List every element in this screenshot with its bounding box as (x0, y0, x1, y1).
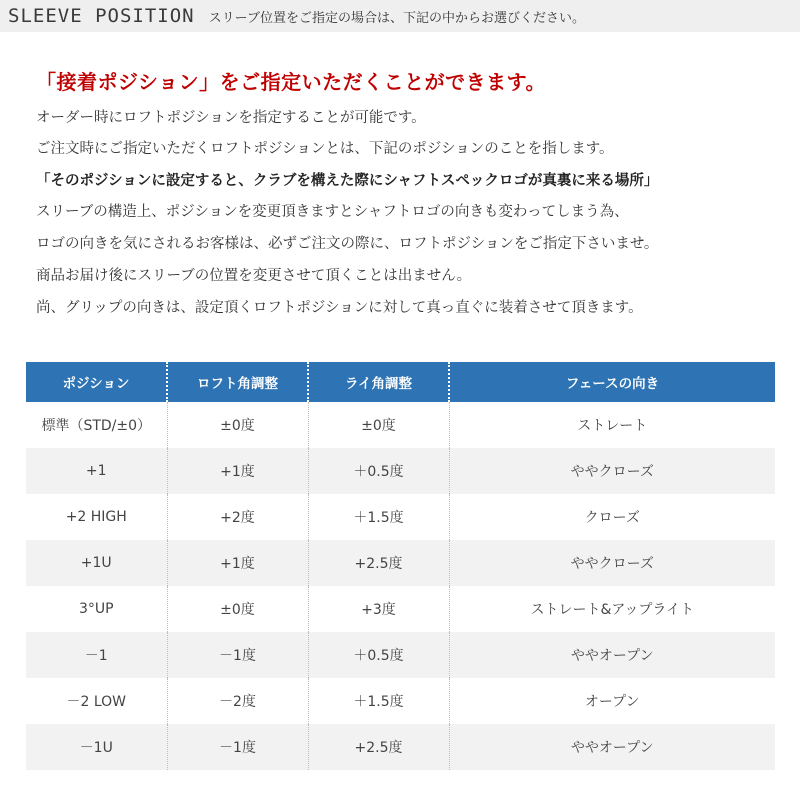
section-subtitle: スリーブ位置をご指定の場合は、下記の中からお選びください。 (208, 10, 585, 26)
header-loft: ロフト角調整 (167, 362, 308, 402)
header-position: ポジション (26, 362, 167, 402)
cell-lie: ±0度 (308, 402, 449, 448)
intro-line: 尚、グリップの向きは、設定頂くロフトポジションに対して真っ直ぐに装着させて頂きます。 (36, 300, 643, 316)
intro-line-emphasis: 「そのポジションに設定すると、クラブを構えた際にシャフトスペックロゴが真裏に来る場所」 (36, 173, 659, 189)
cell-lie: +2.5度 (308, 540, 449, 586)
table-row (26, 678, 775, 724)
table-row (26, 724, 775, 770)
header-face: フェースの向き (449, 362, 775, 402)
top-bar (0, 0, 800, 32)
cell-lie: ＋1.5度 (308, 678, 449, 724)
cell-loft: +2度 (167, 494, 308, 540)
header-lie: ライ角調整 (308, 362, 449, 402)
cell-face: ストレート (449, 402, 775, 448)
cell-loft: ±0度 (167, 586, 308, 632)
cell-face: ややオープン (449, 632, 775, 678)
cell-position: －1U (26, 724, 167, 770)
cell-position: －1 (26, 632, 167, 678)
cell-loft: +1度 (167, 448, 308, 494)
cell-position: +2 HIGH (65, 509, 127, 525)
cell-loft: －1度 (167, 724, 308, 770)
cell-lie: ＋0.5度 (308, 632, 449, 678)
cell-position: +1 (26, 448, 167, 494)
position-table (26, 362, 775, 770)
cell-position: +1U (26, 540, 167, 586)
table-row (26, 540, 775, 586)
intro-line: スリーブの構造上、ポジションを変更頂きますとシャフトロゴの向きも変わってしまう為、 (36, 204, 629, 220)
headline: 「接着ポジション」をご指定いただくことができます。 (36, 70, 546, 94)
cell-face: ややクローズ (449, 448, 775, 494)
cell-loft: －2度 (167, 678, 308, 724)
cell-face: ややオープン (449, 724, 775, 770)
cell-loft: ±0度 (167, 402, 308, 448)
table-row (26, 494, 775, 540)
cell-lie: ＋0.5度 (308, 448, 449, 494)
intro-line: ロゴの向きを気にされるお客様は、必ずご注文の際に、ロフトポジションをご指定下さいませ。 (36, 236, 659, 252)
cell-lie: +2.5度 (308, 724, 449, 770)
table-row (26, 586, 775, 632)
table-header-row (26, 362, 775, 402)
table-row (26, 402, 775, 448)
cell-lie: ＋1.5度 (308, 494, 449, 540)
intro-line: ご注文時にご指定いただくロフトポジションとは、下記のポジションのことを指します。 (36, 141, 614, 157)
cell-position: －2 LOW (66, 694, 127, 710)
table-row (26, 448, 775, 494)
table-row (26, 632, 775, 678)
cell-lie: +3度 (308, 586, 449, 632)
cell-loft: －1度 (167, 632, 308, 678)
cell-face: オープン (449, 678, 775, 724)
intro-line: 商品お届け後にスリーブの位置を変更させて頂くことは出ません。 (36, 268, 472, 284)
cell-face: ややクローズ (449, 540, 775, 586)
cell-face: クローズ (449, 494, 775, 540)
cell-face: ストレート&アップライト (449, 586, 775, 632)
intro-line: オーダー時にロフトポジションを指定することが可能です。 (36, 110, 426, 126)
cell-loft: +1度 (167, 540, 308, 586)
cell-position: 標準（STD/±0） (41, 418, 152, 434)
section-title: SLEEVE POSITION (8, 5, 195, 27)
cell-position: 3°UP (78, 601, 114, 617)
